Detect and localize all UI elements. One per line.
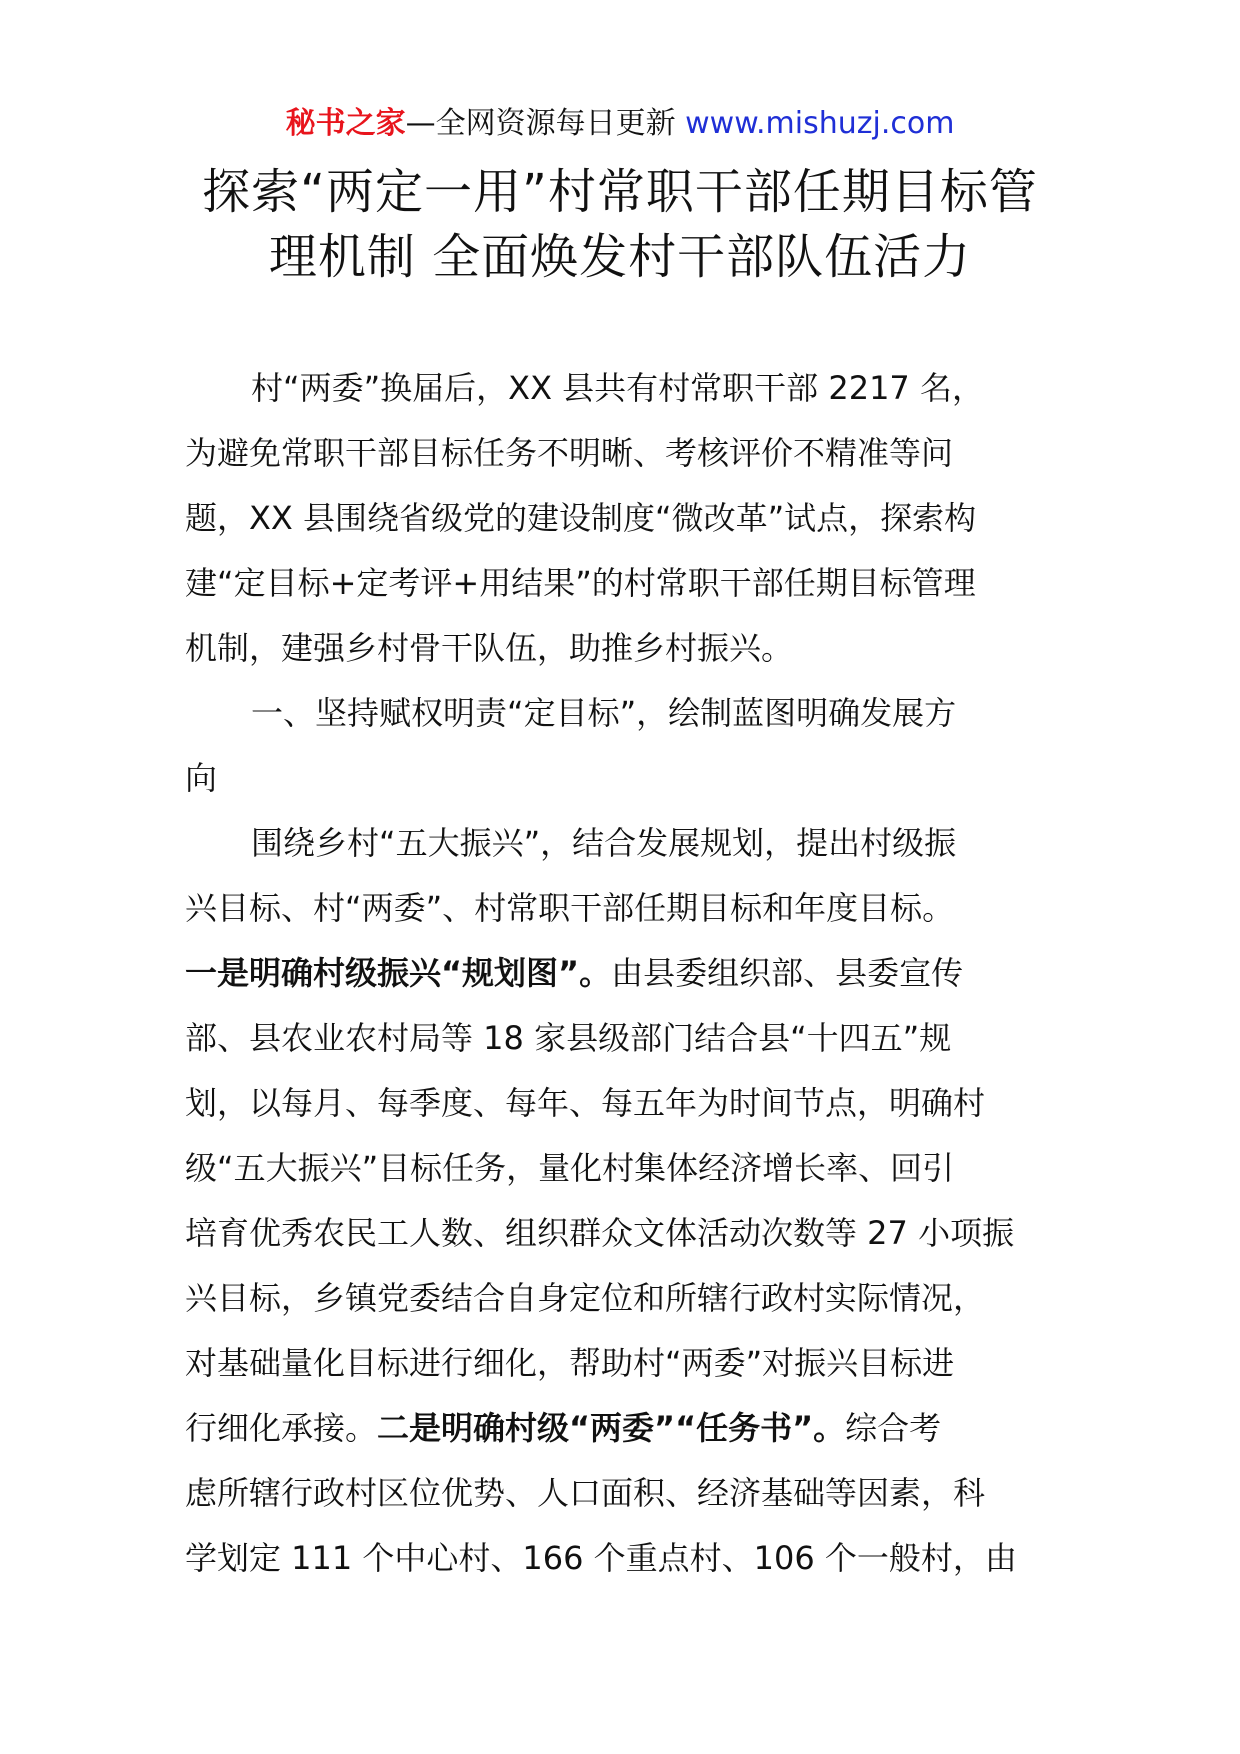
paragraph-1-line-4: 建“定目标+定考评+用结果”的村常职干部任期目标管理 bbox=[185, 564, 976, 602]
paragraph-2-line-8: 兴目标，乡镇党委结合自身定位和所辖行政村实际情况， bbox=[185, 1279, 986, 1317]
paragraph-1-line-1: 村“两委”换届后，XX 县共有村常职干部 2217 名， bbox=[251, 369, 984, 407]
header-url-link[interactable]: www.mishuzj.com bbox=[685, 106, 955, 141]
section-heading-1-line-2: 向 bbox=[185, 759, 218, 797]
paragraph-1-line-5: 机制，建强乡村骨干队伍，助推乡村振兴。 bbox=[185, 629, 794, 667]
document-body bbox=[185, 356, 1065, 1591]
paragraph-2-line-10-end: 综合考 bbox=[845, 1409, 942, 1447]
paragraph-2-line-3 bbox=[185, 941, 1065, 1006]
site-header bbox=[0, 102, 1240, 146]
paragraph-2-line-6: 级“五大振兴”目标任务，量化村集体经济增长率、回引 bbox=[185, 1149, 955, 1187]
paragraph-2-line-10 bbox=[185, 1396, 1065, 1461]
subpoint-1-heading: 一是明确村级振兴“规划图”。 bbox=[185, 954, 612, 992]
document-title bbox=[150, 160, 1090, 290]
title-line-2: 理机制 全面焕发村干部队伍活力 bbox=[268, 229, 972, 285]
paragraph-2-line-10-start: 行细化承接。 bbox=[185, 1409, 378, 1447]
paragraph-2-line-7: 培育优秀农民工人数、组织群众文体活动次数等 27 小项振 bbox=[185, 1214, 1015, 1252]
section-heading-1-line-1: 一、坚持赋权明责“定目标”，绘制蓝图明确发展方 bbox=[251, 694, 957, 732]
title-line-1: 探索“两定一用”村常职干部任期目标管 bbox=[202, 164, 1038, 220]
paragraph-2-line-9: 对基础量化目标进行细化，帮助村“两委”对振兴目标进 bbox=[185, 1344, 955, 1382]
header-slogan: —全网资源每日更新 bbox=[405, 106, 676, 141]
paragraph-2-line-4: 部、县农业农村局等 18 家县级部门结合县“十四五”规 bbox=[185, 1019, 952, 1057]
brand-name: 秘书之家 bbox=[285, 106, 406, 141]
paragraph-1-line-3: 题，XX 县围绕省级党的建设制度“微改革”试点，探索构 bbox=[185, 499, 977, 537]
paragraph-2-line-1: 围绕乡村“五大振兴”，结合发展规划，提出村级振 bbox=[251, 824, 957, 862]
paragraph-2-line-3-text: 由县委组织部、县委宣传 bbox=[611, 954, 964, 992]
paragraph-1-line-2: 为避免常职干部目标任务不明晰、考核评价不精准等问 bbox=[185, 434, 954, 472]
subpoint-2-heading: 二是明确村级“两委”“任务书”。 bbox=[377, 1409, 846, 1447]
paragraph-2-line-5: 划，以每月、每季度、每年、每五年为时间节点，明确村 bbox=[185, 1084, 986, 1122]
paragraph-2-line-11: 虑所辖行政村区位优势、人口面积、经济基础等因素，科 bbox=[185, 1474, 986, 1512]
paragraph-2-line-2: 兴目标、村“两委”、村常职干部任期目标和年度目标。 bbox=[185, 889, 955, 927]
paragraph-2-line-12: 学划定 111 个中心村、166 个重点村、106 个一般村，由 bbox=[185, 1539, 1017, 1577]
